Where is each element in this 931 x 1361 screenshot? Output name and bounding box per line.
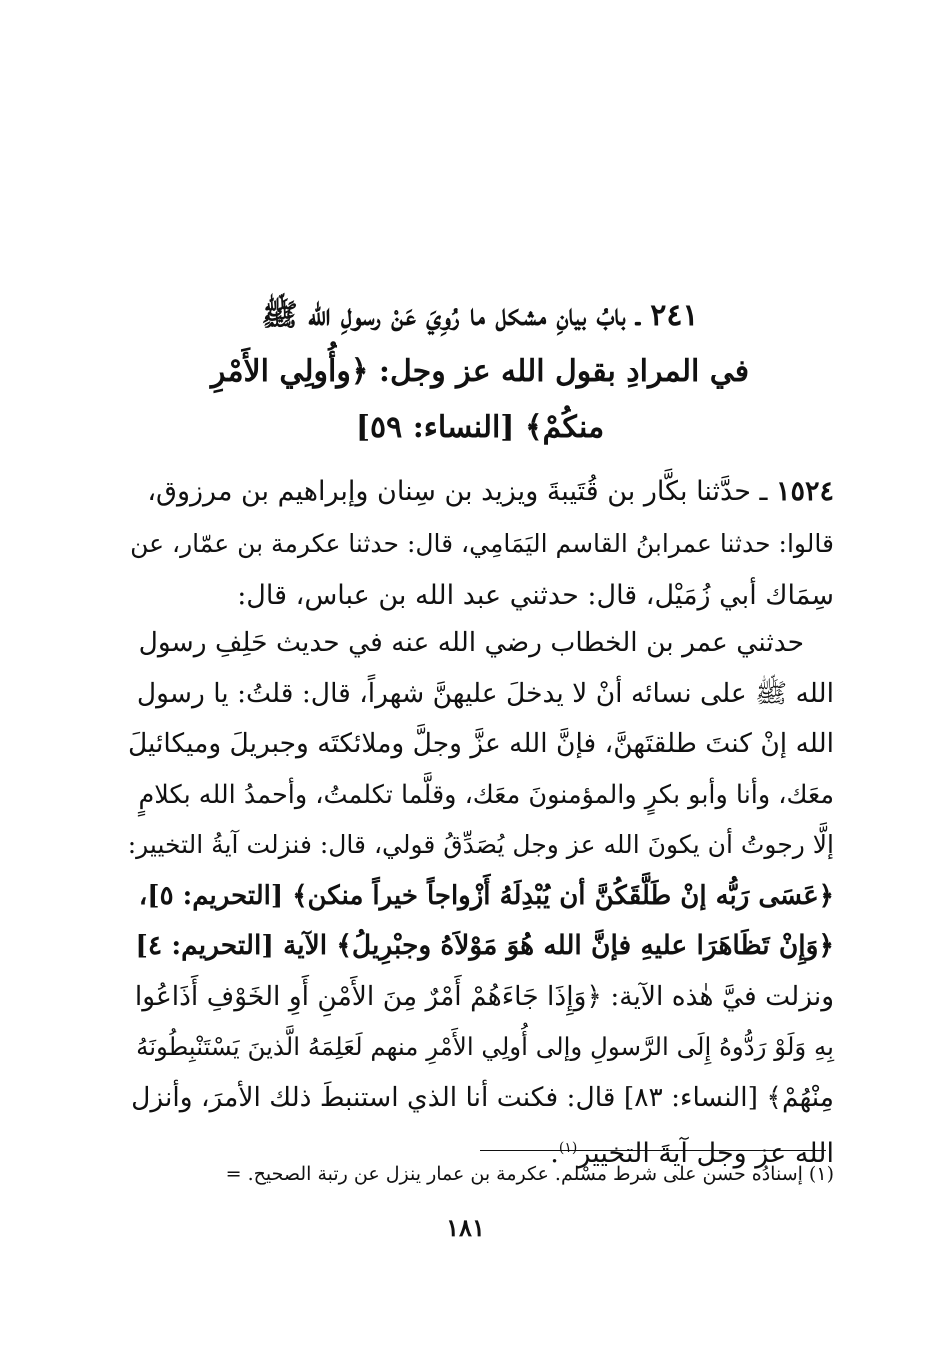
- page-number: ١٨١: [446, 1213, 485, 1242]
- isnad-text: ـ حدَّثنا بكَّار بن قُتَيبةَ ويزيد بن سِنان وإبراهيم بن مرزوق،: [147, 476, 768, 507]
- chapter-heading-line: في المرادِ بقول الله عز وجل: ﴿وأُولِي الأَمْرِ: [210, 354, 750, 389]
- body-line: مِنْهُمْ﴾ [النساء: ٨٣] قال: فكنت أنا الذي استنبطَ ذلك الأمرَ، وأنزل: [131, 1081, 834, 1113]
- body-line: ونزلت فيَّ هٰذه الآية: ﴿وَإِذَا جَاءَهُمْ أَمْرٌ مِنَ الأَمْنِ أَوِ الخَوْفِ أَذَاعُوا: [134, 980, 834, 1012]
- body-line: الله ﷺ على نسائه أنْ لا يدخلَ عليهنَّ شهراً، قال: قلتُ: يا رسول: [136, 677, 834, 709]
- chapter-heading-line: منكُمْ﴾ [النساء: ٥٩]: [355, 410, 605, 445]
- body-line-text: الله عز وجل آيةَ التخيير: [577, 1138, 834, 1169]
- footnote-marker: (١): [558, 1140, 578, 1156]
- body-line: بِهِ وَلَوْ رَدُّوهُ إِلَى الرَّسولِ وإلى أُولِي الأَمْرِ منهم لَعَلِمَهُ الَّذينَ يَسْتَنْبِطُونَهُ: [136, 1032, 834, 1061]
- isnad-line: سِمَاك أبي زُمَيْل، قال: حدثني عبد الله بن عباس، قال:: [237, 580, 834, 611]
- body-line: [128, 618, 834, 669]
- hadith-isnad: [128, 466, 834, 622]
- hadith-body: [128, 618, 834, 1180]
- body-line-quran: ﴿وَإِنْ تَظَاهَرَا عليهِ فإنَّ الله هُوَ مَوْلاَهُ وجبْرِيلُ﴾ الآية [التحريم: ٤]: [135, 930, 834, 961]
- hadith-number: ١٥٢٤: [775, 476, 834, 507]
- body-line: معَك، وأنا وأبو بكرٍ والمؤمنونَ معَك، وقلَّما تكلمتُ، وأحمدُ الله بكلامٍ: [138, 779, 834, 810]
- end-mark: .: [550, 1138, 559, 1169]
- footnote-divider: [480, 1150, 826, 1151]
- body-line-quran: ﴿عَسَى رَبُّه إنْ طَلَّقَكُنَّ أن يُبْدِلَهُ أَزْواجاً خيراً منكن﴾ [التحريم: ٥]،: [138, 880, 834, 911]
- body-line: إلَّا رجوتُ أن يكونَ الله عز وجل يُصَدِّقُ قولي، قال: فنزلت آيةُ التخيير:: [127, 830, 834, 859]
- chapter-heading: [130, 288, 830, 456]
- isnad-line: [128, 466, 834, 518]
- isnad-line: قالوا: حدثنا عمرابنُ القاسم اليَمَامِي، قال: حدثنا عكرمة بن عمّار، عن: [130, 529, 834, 558]
- body-line-text: حدثني عمر بن الخطاب رضي الله عنه في حديث حَلِفِ رسول: [138, 627, 804, 658]
- footnote: (١) إسنادُه حسن على شرط مسْلم. عكرمة بن عمار ينزل عن رتبة الصحيح. =: [225, 1163, 834, 1185]
- chapter-heading-line: ٢٤١ ـ بابُ بيانِ مشكل ما رُوِيَ عَنْ رسولِ الله ﷺ: [261, 298, 699, 333]
- body-line: الله إنْ كنتَ طلقتَهنَّ، فإنَّ الله عزَّ وجلَّ وملائكتَه وجبريلَ وميكائيلَ: [127, 728, 834, 759]
